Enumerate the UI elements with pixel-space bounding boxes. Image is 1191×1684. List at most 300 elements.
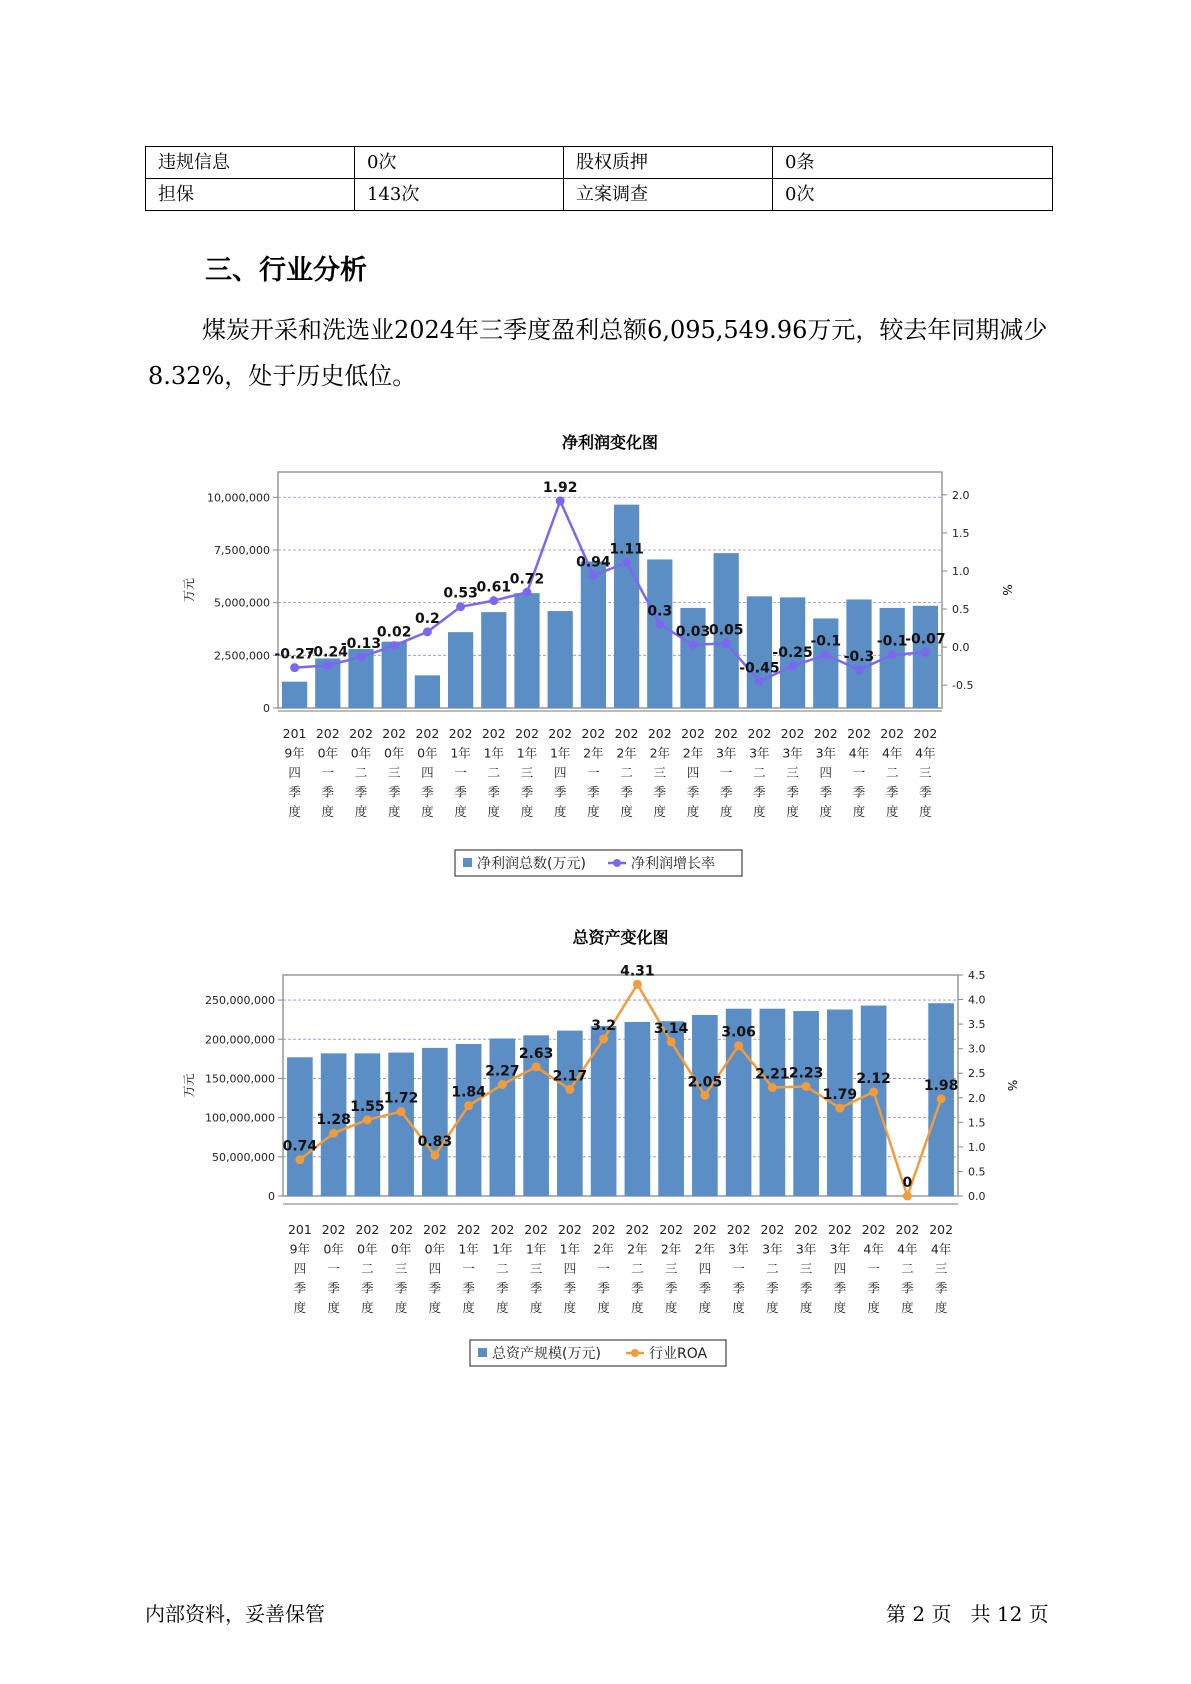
x-tick-label: 四 (833, 1261, 847, 1276)
y2-axis-label: % (1005, 1079, 1019, 1092)
x-tick-label: 季 (867, 1280, 880, 1296)
x-tick-label: 4年 (848, 745, 870, 761)
x-tick-label: 季 (732, 1280, 745, 1296)
x-tick-label: 季 (553, 784, 567, 800)
bar (514, 593, 539, 708)
x-tick-label: 202 (847, 726, 871, 741)
legend-line-label: 行业ROA (649, 1346, 708, 1362)
data-label: -0.13 (340, 635, 382, 652)
x-tick-label: 3年 (815, 745, 837, 761)
x-tick-label: 202 (614, 726, 639, 741)
x-tick-label: 季 (496, 1280, 509, 1296)
x-tick-label: 季 (786, 784, 799, 800)
x-tick-label: 202 (647, 726, 672, 741)
data-point (290, 663, 299, 672)
x-tick-label: 1年 (549, 745, 571, 761)
x-tick-label: 度 (587, 804, 600, 819)
table-cell: 143次 (355, 179, 564, 211)
data-label: -0.45 (739, 660, 780, 677)
x-tick-label: 0年 (357, 1241, 378, 1257)
x-tick-label: 四 (428, 1261, 442, 1276)
footer-confidential: 内部资料，妥善保管 (145, 1602, 325, 1626)
data-label: 1.28 (316, 1112, 351, 1129)
y2-tick-label: 2.0 (968, 1091, 986, 1105)
x-tick-label: 季 (686, 784, 700, 800)
table-cell: 0条 (773, 147, 1053, 179)
y-axis-label: 万元 (182, 1073, 196, 1098)
x-tick-label: 一 (732, 1261, 745, 1276)
x-tick-label: 度 (698, 1300, 712, 1315)
data-point (821, 650, 830, 659)
x-tick-label: 2年 (616, 745, 637, 761)
y2-tick-label: 1.0 (968, 1140, 986, 1154)
x-tick-label: 四 (819, 765, 833, 780)
legend-bar-swatch (478, 1348, 487, 1357)
x-tick-label: 季 (766, 1280, 779, 1296)
x-tick-label: 三 (664, 1261, 678, 1276)
x-tick-label: 季 (653, 784, 667, 800)
bar (625, 1022, 651, 1196)
x-tick-label: 202 (714, 726, 739, 741)
x-tick-label: 季 (597, 1280, 610, 1296)
y2-tick-label: 3.5 (968, 1018, 986, 1032)
x-tick-label: 三 (520, 765, 534, 780)
x-tick-label: 202 (760, 1222, 785, 1237)
net-profit-chart (0, 428, 1191, 888)
bar (415, 675, 440, 708)
data-label: 2.12 (856, 1070, 891, 1087)
data-label: -0.1 (810, 633, 842, 650)
data-point (655, 620, 664, 629)
x-tick-label: 四 (686, 765, 700, 780)
x-tick-label: 二 (620, 765, 633, 780)
x-tick-label: 202 (591, 1222, 616, 1237)
data-point (599, 1034, 608, 1043)
x-tick-label: 度 (321, 804, 335, 819)
x-tick-label: 度 (487, 804, 501, 819)
data-point (937, 1094, 946, 1103)
x-tick-label: 四 (563, 1261, 577, 1276)
x-tick-label: 202 (813, 726, 838, 741)
x-tick-label: 二 (496, 1261, 509, 1276)
x-tick-label: 季 (293, 1280, 307, 1296)
x-tick-label: 度 (354, 804, 368, 819)
data-label: -0.3 (843, 648, 875, 665)
x-tick-label: 202 (448, 726, 473, 741)
data-point (498, 1080, 507, 1089)
x-tick-label: 二 (753, 765, 766, 780)
x-tick-label: 202 (355, 1222, 380, 1237)
data-point (456, 602, 465, 611)
bar (287, 1057, 313, 1196)
x-tick-label: 一 (454, 765, 467, 780)
bar (747, 596, 772, 708)
data-point (565, 1085, 574, 1094)
x-tick-label: 度 (327, 1300, 340, 1315)
x-tick-label: 季 (520, 784, 534, 800)
data-label: 0.83 (417, 1134, 453, 1151)
section-heading: 三、行业分析 (205, 255, 367, 286)
data-point (532, 1062, 541, 1071)
bar (382, 642, 407, 708)
y-tick-label: 0 (268, 1190, 275, 1203)
x-tick-label: 一 (321, 765, 335, 780)
data-label: 0.74 (282, 1138, 318, 1155)
x-tick-label: 1年 (525, 1241, 547, 1257)
x-tick-label: 202 (349, 726, 373, 741)
x-tick-label: 度 (553, 804, 567, 819)
x-tick-label: 202 (681, 726, 705, 741)
x-tick-label: 一 (327, 1261, 340, 1276)
x-tick-label: 四 (698, 1261, 712, 1276)
x-tick-label: 季 (753, 784, 766, 800)
data-label: 4.31 (620, 963, 655, 980)
x-tick-label: 2年 (593, 1241, 614, 1257)
x-tick-label: 度 (563, 1300, 577, 1315)
bar (793, 1011, 819, 1196)
x-tick-label: 202 (827, 1222, 852, 1237)
x-tick-label: 3年 (749, 745, 770, 761)
x-tick-label: 度 (529, 1300, 543, 1315)
y2-tick-label: 2.0 (952, 488, 970, 502)
x-tick-label: 4年 (863, 1241, 884, 1257)
x-tick-label: 四 (288, 765, 301, 780)
y2-tick-label: 0.5 (968, 1165, 986, 1179)
bar (557, 1031, 583, 1196)
data-point (430, 1151, 439, 1160)
x-tick-label: 季 (885, 784, 899, 800)
data-point (835, 1104, 844, 1113)
table-cell: 担保 (146, 179, 355, 211)
bar (861, 1006, 887, 1196)
data-point (888, 650, 897, 659)
x-tick-label: 202 (490, 1222, 515, 1237)
x-tick-label: 度 (293, 1300, 307, 1315)
y-tick-label: 250,000,000 (205, 994, 275, 1008)
x-tick-label: 度 (288, 804, 301, 819)
x-tick-label: 二 (631, 1261, 644, 1276)
x-tick-label: 202 (625, 1222, 650, 1237)
x-tick-label: 四 (553, 765, 567, 780)
data-point (855, 665, 864, 674)
data-label: 0.02 (376, 624, 412, 641)
x-tick-label: 度 (421, 804, 434, 819)
data-point (802, 1082, 811, 1091)
y-axis-label: 万元 (182, 577, 196, 603)
bar (282, 682, 307, 708)
y2-tick-label: 4.5 (968, 969, 986, 982)
x-tick-label: 三 (799, 1261, 813, 1276)
x-tick-label: 季 (428, 1280, 442, 1296)
x-tick-label: 9年 (289, 1241, 311, 1257)
data-label: -0.07 (905, 631, 946, 648)
x-tick-label: 度 (597, 1300, 610, 1315)
x-tick-label: 三 (394, 1261, 408, 1276)
data-point (734, 1041, 743, 1050)
bar (658, 1021, 684, 1196)
data-label: 1.92 (542, 479, 578, 496)
x-tick-label: 202 (481, 726, 506, 741)
data-point (329, 1129, 338, 1138)
total-assets-chart-svg (0, 924, 1191, 1379)
data-point (633, 980, 642, 989)
data-point (689, 640, 698, 649)
x-tick-label: 度 (901, 1300, 914, 1315)
x-tick-label: 度 (454, 804, 467, 819)
x-tick-label: 度 (819, 804, 833, 819)
plot-frame (278, 472, 942, 708)
x-tick-label: 202 (389, 1222, 414, 1237)
x-tick-label: 季 (321, 784, 335, 800)
y2-tick-label: -0.5 (952, 679, 974, 693)
x-tick-label: 度 (732, 1300, 745, 1315)
x-tick-label: 季 (421, 784, 434, 800)
x-tick-label: 三 (934, 1261, 948, 1276)
y2-tick-label: 0.0 (968, 1190, 986, 1203)
data-point (622, 558, 631, 567)
x-tick-label: 202 (321, 1222, 346, 1237)
y2-tick-label: 1.0 (952, 564, 970, 578)
bar (692, 1015, 718, 1196)
x-tick-label: 3年 (715, 745, 737, 761)
x-tick-label: 2年 (583, 745, 604, 761)
x-tick-label: 季 (587, 784, 600, 800)
data-point (903, 1192, 912, 1201)
legend-line-label: 净利润增长率 (631, 856, 715, 872)
data-label: 1.79 (822, 1087, 858, 1104)
bar (448, 632, 473, 708)
x-tick-label: 202 (880, 726, 905, 741)
x-tick-label: 度 (686, 804, 700, 819)
y2-tick-label: 0.5 (952, 603, 970, 617)
y-tick-label: 50,000,000 (212, 1150, 275, 1164)
bar (614, 505, 639, 708)
data-label: 0.05 (708, 622, 744, 639)
x-tick-label: 度 (361, 1300, 374, 1315)
x-tick-label: 二 (487, 765, 501, 780)
x-tick-label: 二 (361, 1261, 374, 1276)
y2-tick-label: 1.5 (952, 526, 970, 540)
x-tick-label: 二 (901, 1261, 914, 1276)
bar (422, 1048, 448, 1196)
data-label: 1.55 (350, 1098, 385, 1115)
x-tick-label: 三 (529, 1261, 543, 1276)
x-tick-label: 四 (421, 765, 434, 780)
x-tick-label: 度 (462, 1300, 475, 1315)
data-label: 0.2 (414, 610, 440, 627)
x-tick-label: 2年 (649, 745, 671, 761)
x-tick-label: 一 (587, 765, 600, 780)
x-tick-label: 3年 (795, 1241, 817, 1257)
data-label: 2.27 (485, 1063, 520, 1080)
bar (813, 618, 838, 708)
data-point (921, 648, 930, 657)
y-tick-label: 0 (263, 702, 270, 715)
x-tick-label: 1年 (450, 745, 471, 761)
x-tick-label: 度 (620, 804, 633, 819)
x-tick-label: 二 (766, 1261, 779, 1276)
x-tick-label: 二 (885, 765, 899, 780)
x-tick-label: 202 (557, 1222, 582, 1237)
data-point (722, 639, 731, 648)
data-point (700, 1091, 709, 1100)
bar (647, 559, 672, 708)
x-tick-label: 季 (354, 784, 368, 800)
table-cell: 违规信息 (146, 147, 355, 179)
x-tick-label: 度 (833, 1300, 847, 1315)
x-tick-label: 202 (382, 726, 407, 741)
footer-page-number: 第 2 页 共 12 页 (886, 1602, 1049, 1626)
x-tick-label: 三 (653, 765, 667, 780)
bar (490, 1038, 516, 1196)
data-point (390, 641, 399, 650)
x-tick-label: 季 (919, 784, 932, 800)
x-tick-label: 0年 (383, 745, 405, 761)
x-tick-label: 度 (885, 804, 899, 819)
analysis-paragraph: 煤炭开采和洗选业2024年三季度盈利总额6,095,549.96万元，较去年同期减少8.32%，处于历史低位。 (148, 316, 1048, 390)
x-tick-label: 9年 (284, 745, 305, 761)
data-label: 2.05 (687, 1074, 723, 1091)
x-tick-label: 2年 (660, 1241, 682, 1257)
legend-bar-label: 总资产规模(万元) (492, 1346, 601, 1362)
x-tick-label: 度 (786, 804, 799, 819)
data-label: -0.24 (307, 644, 348, 661)
x-tick-label: 202 (515, 726, 539, 741)
y-tick-label: 150,000,000 (205, 1072, 275, 1086)
x-tick-label: 1年 (492, 1241, 513, 1257)
x-tick-label: 季 (487, 784, 501, 800)
data-label: -0.27 (274, 646, 315, 663)
legend-line-marker (631, 1349, 639, 1357)
data-point (397, 1107, 406, 1116)
x-tick-label: 度 (520, 804, 534, 819)
x-tick-label: 3年 (829, 1241, 851, 1257)
bar (548, 611, 573, 708)
data-point (323, 661, 332, 670)
x-tick-label: 三 (786, 765, 799, 780)
chart-title: 净利润变化图 (561, 433, 659, 452)
x-tick-label: 201 (287, 1222, 312, 1237)
x-tick-label: 3年 (762, 1241, 783, 1257)
x-tick-label: 季 (833, 1280, 847, 1296)
x-tick-label: 2年 (627, 1241, 648, 1257)
x-tick-label: 季 (462, 1280, 475, 1296)
x-tick-label: 202 (895, 1222, 920, 1237)
bar (581, 562, 606, 708)
data-point (464, 1101, 473, 1110)
data-point (423, 627, 432, 636)
y2-tick-label: 1.5 (968, 1116, 986, 1130)
x-tick-label: 度 (664, 1300, 678, 1315)
table-cell: 0次 (355, 147, 564, 179)
x-tick-label: 季 (454, 784, 467, 800)
data-label: 1.11 (609, 541, 644, 558)
x-tick-label: 度 (631, 1300, 644, 1315)
x-tick-label: 度 (394, 1300, 408, 1315)
x-tick-label: 四 (293, 1261, 307, 1276)
x-tick-label: 季 (620, 784, 633, 800)
x-tick-label: 一 (852, 765, 866, 780)
data-label: 1.84 (451, 1084, 486, 1101)
x-tick-label: 202 (747, 726, 772, 741)
x-tick-label: 0年 (317, 745, 339, 761)
x-tick-label: 202 (415, 726, 440, 741)
data-label: 0 (902, 1175, 913, 1191)
bar (481, 612, 506, 708)
x-tick-label: 2年 (682, 745, 704, 761)
x-tick-label: 度 (934, 1300, 948, 1315)
x-tick-label: 1年 (483, 745, 505, 761)
legend-line-marker (613, 859, 621, 867)
data-label: 2.17 (552, 1068, 588, 1085)
chart-title: 总资产变化图 (572, 928, 669, 947)
data-point (363, 1115, 372, 1124)
x-tick-label: 0年 (424, 1241, 446, 1257)
y-tick-label: 10,000,000 (207, 491, 270, 505)
data-point (869, 1087, 878, 1096)
x-tick-label: 2年 (694, 1241, 716, 1257)
x-tick-label: 1年 (516, 745, 538, 761)
table-cell: 0次 (773, 179, 1053, 211)
x-tick-label: 度 (387, 804, 401, 819)
data-point (523, 588, 532, 597)
x-tick-label: 季 (799, 1280, 813, 1296)
net-profit-chart-svg (0, 428, 1191, 888)
data-label: 0.3 (647, 603, 673, 620)
x-tick-label: 202 (794, 1222, 819, 1237)
data-point (589, 571, 598, 580)
data-point (768, 1083, 777, 1092)
x-tick-label: 202 (456, 1222, 481, 1237)
x-tick-label: 202 (315, 726, 340, 741)
data-label: 1.72 (383, 1090, 419, 1107)
x-tick-label: 季 (852, 784, 866, 800)
x-tick-label: 一 (719, 765, 733, 780)
x-tick-label: 0年 (417, 745, 438, 761)
x-tick-label: 3年 (782, 745, 803, 761)
x-tick-label: 度 (753, 804, 766, 819)
y-tick-label: 2,500,000 (214, 649, 270, 663)
x-tick-label: 度 (867, 1300, 880, 1315)
data-point (357, 652, 366, 661)
x-tick-label: 季 (934, 1280, 948, 1296)
x-tick-label: 4年 (930, 1241, 952, 1257)
data-label: 3.14 (653, 1020, 689, 1037)
data-label: 0.53 (443, 585, 478, 602)
data-point (556, 496, 565, 505)
x-tick-label: 201 (282, 726, 307, 741)
x-tick-label: 季 (529, 1280, 543, 1296)
legend-bar-label: 净利润总数(万元) (477, 856, 586, 872)
y-tick-label: 7,500,000 (214, 543, 270, 557)
data-label: 3.2 (591, 1017, 617, 1034)
x-tick-label: 202 (692, 1222, 717, 1237)
x-tick-label: 季 (664, 1280, 678, 1296)
x-tick-label: 3年 (728, 1241, 749, 1257)
data-label: 1.98 (923, 1077, 959, 1094)
x-tick-label: 一 (597, 1261, 610, 1276)
x-tick-label: 季 (387, 784, 401, 800)
x-tick-label: 度 (719, 804, 733, 819)
x-tick-label: 度 (496, 1300, 509, 1315)
x-tick-label: 202 (659, 1222, 684, 1237)
x-tick-label: 202 (780, 726, 805, 741)
x-tick-label: 度 (919, 804, 932, 819)
x-tick-label: 三 (387, 765, 401, 780)
x-tick-label: 季 (394, 1280, 408, 1296)
y2-tick-label: 4.0 (968, 993, 986, 1007)
data-label: 2.21 (755, 1066, 790, 1083)
